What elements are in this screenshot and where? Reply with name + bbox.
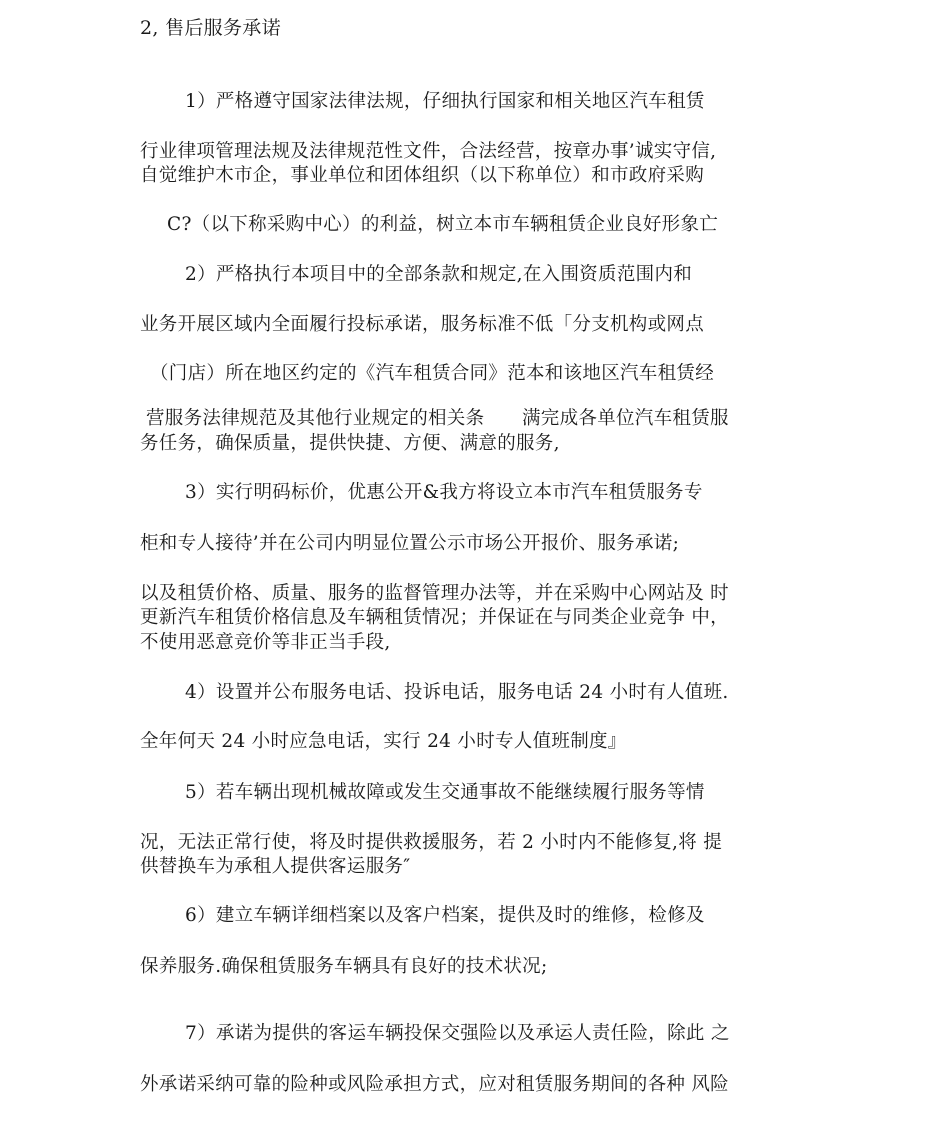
paragraph-line: 务任务，确保质量，提供快捷、方便、满意的服务,: [140, 433, 560, 454]
paragraph-line: 保养服务.确保租赁服务车辆具有良好的技术状况;: [140, 956, 548, 977]
section-heading: 2, 售后服务承诺: [140, 17, 281, 39]
paragraph-line: 营服务法律规范及其他行业规定的相关条 满完成各单位汽车租赁服: [146, 408, 729, 429]
paragraph-line: 4）设置并公布服务电话、投诉电话，服务电话 24 小时有人值班.: [185, 682, 729, 703]
paragraph-line: 况，无法正常行使，将及时提供救援服务，若 2 小时内不能修复,将 提: [140, 832, 722, 853]
paragraph-line: 3）实行明码标价，优惠公开&我方将设立本市汽车租赁服务专: [185, 482, 703, 503]
paragraph-line: 1）严格遵守国家法律法规，仔细执行国家和相关地区汽车租赁: [185, 91, 705, 112]
paragraph-line: C?（以下称采购中心）的利益，树立本市车辆租赁企业良好形象亡: [167, 214, 719, 235]
paragraph-line: 供替换车为承租人提供客运服务″: [140, 856, 411, 877]
paragraph-line: 柜和专人接待’并在公司内明显位置公示市场公开报价、服务承诺;: [140, 533, 680, 554]
paragraph-line: （门店）所在地区约定的《汽车租赁合同》范本和该地区汽车租赁经: [150, 363, 715, 384]
paragraph-line: 6）建立车辆详细档案以及客户档案，提供及时的维修，检修及: [185, 905, 705, 926]
paragraph-line: 5）若车辆出现机械故障或发生交通事故不能继续履行服务等情: [185, 782, 705, 803]
paragraph-line: 更新汽车租赁价格信息及车辆租赁情况；并保证在与同类企业竞争 中，: [140, 607, 729, 628]
paragraph-line: 自觉维护木市企，事业单位和团体组织（以下称单位）和市政府采购: [140, 165, 705, 186]
paragraph-line: 外承诺采纳可靠的险种或风险承担方式，应对租赁服务期间的各种 风险: [140, 1074, 729, 1095]
paragraph-line: 以及租赁价格、质量、服务的监督管理办法等，并在采购中心网站及 时: [140, 583, 729, 604]
paragraph-line: 业务开展区域内全面履行投标承诺，服务标准不低「分支机构或网点: [140, 314, 705, 335]
paragraph-line: 7）承诺为提供的客运车辆投保交强险以及承运人责任险，除此 之: [185, 1023, 730, 1044]
paragraph-line: 不使用恶意竞价等非正当手段,: [140, 632, 391, 653]
paragraph-line: 行业律项管理法规及法律规范性文件，合法经营，按章办事’诚实守信,: [140, 141, 717, 162]
paragraph-line: 2）严格执行本项目中的全部条款和规定,在入围资质范围内和: [185, 264, 693, 285]
paragraph-line: 全年何天 24 小时应急电话，实行 24 小时专人值班制度』: [140, 731, 627, 752]
